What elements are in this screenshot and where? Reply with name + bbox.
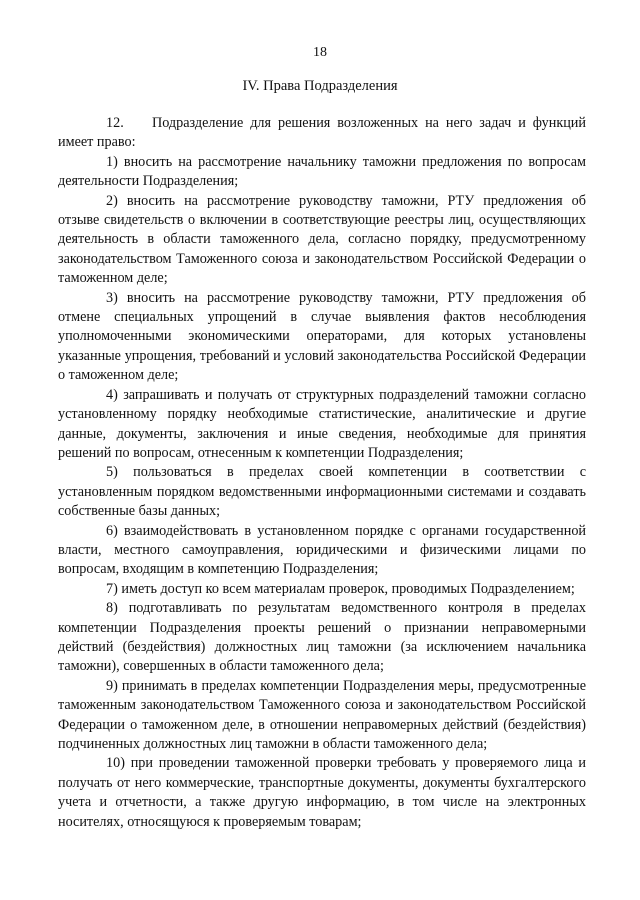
intro-paragraph — [58, 114, 586, 153]
item-text: вносить на рассмотрение руководству таможни, РТУ предложения об отмене специальных упрощений в случае выявления фактов несоблюдения уполномоченными экономическими операторами, для которых установлены указанные упрощения, требований и условий законодательства Российской Федерации о таможенном деле; — [58, 289, 586, 384]
list-item — [58, 463, 586, 521]
list-item — [58, 677, 586, 755]
item-text: запрашивать и получать от структурных подразделений таможни согласно установленному порядку необходимые статистические, аналитические и другие данные, документы, заключения и иные сведения, необходимые для принятия решений по вопросам, отнесенным к компетенции Подразделения; — [58, 386, 587, 461]
item-number: 3) — [106, 289, 118, 306]
section-title: IV. Права Подразделения — [242, 78, 398, 94]
item-text: принимать в пределах компетенции Подразделения меры, предусмотренные таможенным законодательством Таможенного союза и законодательством Российской Федерации о таможенном деле, в отношении неправомерных действий (бездействия) подчиненных должностных лиц таможни в области таможенного дела; — [58, 677, 586, 752]
item-text: при проведении таможенной проверки требовать у проверяемого лица и получать от него коммерческие, транспортные документы, документы бухгалтерского учета и отчетности, а также другую информацию, в том числе на электронных носителях, относящуюся к проверяемым товарам; — [58, 755, 586, 830]
item-number: 4) — [106, 386, 118, 403]
item-text: пользоваться в пределах своей компетенции в соответствии с установленным порядком ведомственными информационными системами и создавать собственные базы данных; — [58, 464, 587, 520]
list-item — [58, 599, 586, 677]
list-item — [58, 386, 586, 464]
item-number: 5) — [106, 464, 118, 481]
item-text: вносить на рассмотрение руководству таможни, РТУ предложения об отзыве свидетельств о включении в соответствующие реестры лиц, осуществляющих деятельность в области таможенного дела, согласно порядку, предусмотренному законодательством Таможенного союза и законодательством Российской Федерации о таможенном деле; — [58, 192, 586, 287]
page-number: 18 — [313, 45, 327, 60]
item-number: 10) — [106, 755, 125, 772]
list-item — [58, 192, 586, 289]
list-item — [58, 580, 586, 599]
item-number: 8) — [106, 600, 118, 617]
item-number: 1) — [106, 153, 118, 170]
item-number: 7) — [106, 580, 118, 597]
list-item — [58, 522, 586, 580]
list-item — [58, 754, 586, 832]
item-text: взаимодействовать в установленном порядке с органами государственной власти, местного самоуправления, юридическими и физическими лицами по вопросам, входящим в компетенцию Подразделения; — [58, 522, 587, 578]
item-text: подготавливать по результатам ведомственного контроля в пределах компетенции Подразделения проекты решений о признании неправомерными действий (бездействия) должностных лиц таможни (за исключением начальника таможни), совершенных в области таможенного дела; — [58, 600, 587, 675]
paragraph-number: 12. — [106, 115, 124, 131]
item-text: иметь доступ ко всем материалам проверок, проводимых Подразделением; — [121, 580, 575, 597]
item-number: 2) — [106, 192, 118, 209]
item-number: 6) — [106, 522, 118, 539]
item-text: вносить на рассмотрение начальнику таможни предложения по вопросам деятельности Подразделения; — [58, 153, 586, 190]
document-body — [58, 114, 586, 832]
item-number: 9) — [106, 677, 118, 694]
paragraph-text: Подразделение для решения возложенных на него задач и функций имеет право: — [58, 115, 586, 151]
list-item — [58, 153, 586, 192]
list-item — [58, 289, 586, 386]
